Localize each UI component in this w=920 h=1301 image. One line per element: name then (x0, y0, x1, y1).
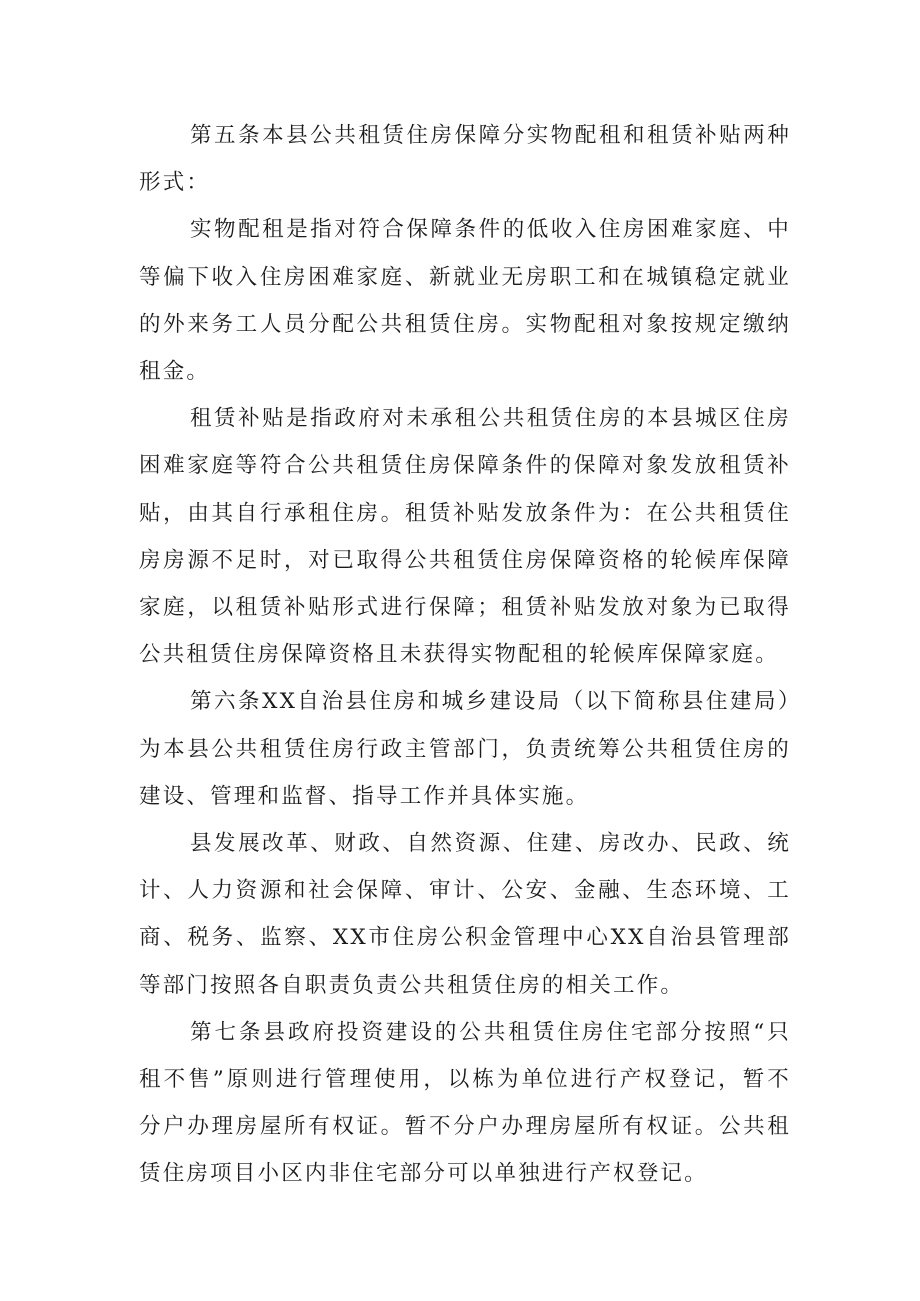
paragraph-article-5: 第五条本县公共租赁住房保障分实物配租和租赁补贴两种形式： (139, 123, 791, 196)
paragraph-article-6: 第六条XX自治县住房和城乡建设局（以下简称县住建局）为本县公共租赁住房行政主管部门，负责统筹公共租赁住房的建设、管理和监督、指导工作并具体实施。 (139, 689, 791, 809)
paragraph-article-7: 第七条县政府投资建设的公共租赁住房住宅部分按照“只租不售”原则进行管理使用，以栋为单位进行产权登记，暂不分户办理房屋所有权证。暂不分户办理房屋所有权证。公共租赁住房项目小区内非住宅部分可以单独进行产权登记。 (139, 1019, 791, 1187)
document-body (139, 112, 791, 1198)
paragraph-physical-rental: 实物配租是指对符合保障条件的低收入住房困难家庭、中等偏下收入住房困难家庭、新就业无房职工和在城镇稳定就业的外来务工人员分配公共租赁住房。实物配租对象按规定缴纳租金。 (139, 217, 791, 385)
paragraph-rental-subsidy: 租赁补贴是指政府对未承租公共租赁住房的本县城区住房困难家庭等符合公共租赁住房保障条件的保障对象发放租赁补贴，由其自行承租住房。租赁补贴发放条件为：在公共租赁住房房源不足时，对已取得公共租赁住房保障资格的轮候库保障家庭，以租赁补贴形式进行保障；租赁补贴发放对象为已取得公共租赁住房保障资格且未获得实物配租的轮候库保障家庭。 (139, 406, 791, 668)
paragraph-departments: 县发展改革、财政、自然资源、住建、房改办、民政、统计、人力资源和社会保障、审计、公安、金融、生态环境、工商、税务、监察、XX市住房公积金管理中心XX自治县管理部等部门按照各自职责负责公共租赁住房的相关工作。 (139, 831, 791, 998)
